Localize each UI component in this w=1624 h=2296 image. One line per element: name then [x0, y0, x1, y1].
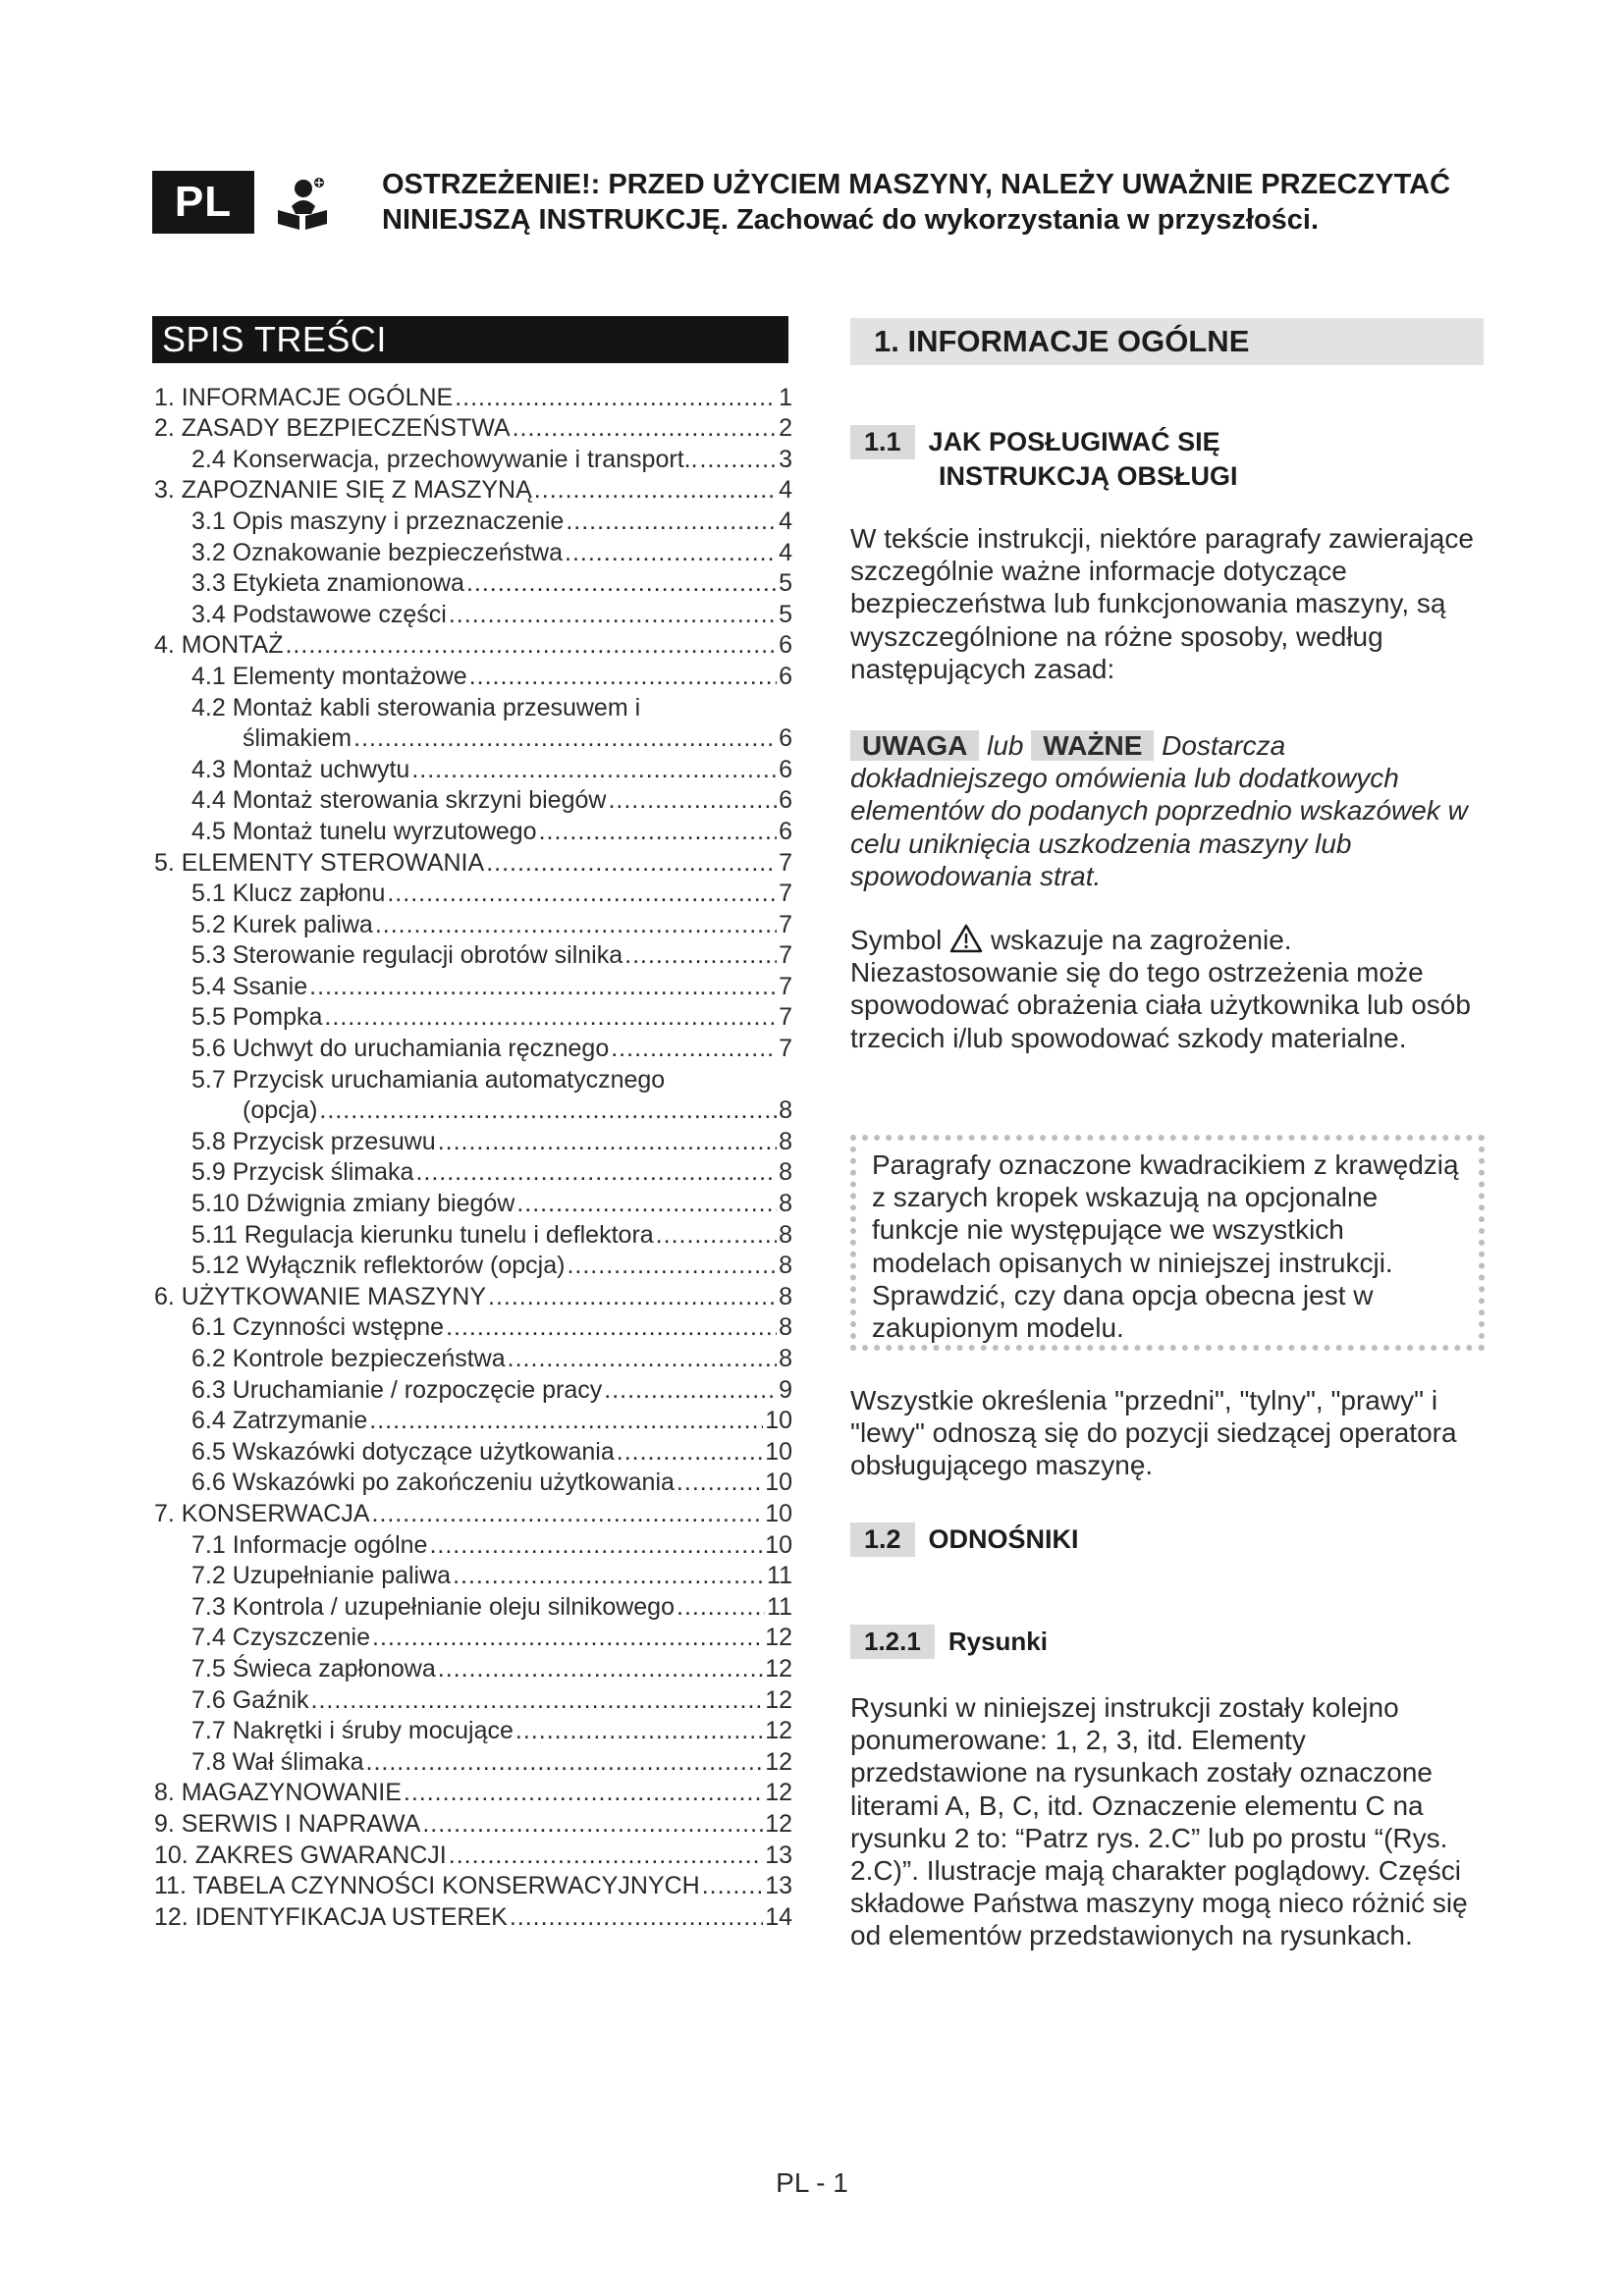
toc-item-label: 3.4 Podstawowe części — [191, 600, 447, 628]
toc-item-label: 7.5 Świeca zapłonowa — [191, 1654, 436, 1682]
toc-item-page: 8 — [779, 1158, 792, 1187]
notice-text: Dostarcza dokładniejszego omówienia lub dodatkowych elementów do podanych poprzednio wskazówek w celu uniknięcia uszkodzenia maszyny lub spowodowania strat. — [850, 730, 1468, 891]
toc-item-page: 6 — [779, 817, 792, 845]
toc-item — [154, 1839, 792, 1870]
toc-item-label: 5.2 Kurek paliwa — [191, 910, 373, 938]
subsection-title-line1: JAK POSŁUGIWAĆ SIĘ — [928, 427, 1220, 456]
toc-item-label: ślimakiem — [243, 724, 352, 753]
toc-item-page: 6 — [779, 631, 792, 660]
toc-item — [154, 1063, 792, 1095]
toc-item — [154, 505, 792, 536]
toc-item-label: 7.8 Wał ślimaka — [191, 1747, 364, 1776]
subsection-1-2-1-heading — [850, 1625, 1048, 1659]
toc-item — [154, 1807, 792, 1839]
toc-leader-dots — [319, 1096, 777, 1125]
toc-item — [154, 1870, 792, 1901]
toc-item-label: 2. ZASADY BEZPIECZEŃSTWA — [154, 414, 511, 443]
subsection-title-line2: INSTRUKCJĄ OBSŁUGI — [939, 461, 1238, 491]
figures-paragraph: Rysunki w niniejszej instrukcji zostały kolejno ponumerowane: 1, 2, 3, itd. Elementy przedstawione na rysunkach zostały oznaczone literami A, B, C, itd. Oznaczenie elementu C na rysunku 2 to: “Patrz rys. 2.C” lub po prostu “(Rys. 2.C)”. Ilustracje mają charakter poglądowy. Części składowe Państwa maszyny mogą nieco różnić się od elementów przedstawionych na rysunkach. — [850, 1692, 1468, 1951]
toc-leader-dots — [617, 1438, 763, 1467]
toc-item-label: 6.5 Wskazówki dotyczące użytkowania — [191, 1437, 615, 1466]
toc-item-label: 7.6 Gaźnik — [191, 1685, 309, 1714]
uwaga-tag: UWAGA — [850, 730, 979, 761]
toc-item — [154, 1745, 792, 1777]
toc-leader-dots — [534, 476, 777, 505]
toc-item-label: 5.12 Wyłącznik reflektorów (opcja) — [191, 1252, 566, 1280]
toc-item-label: 7.3 Kontrola / uzupełnianie oleju silnikowego — [191, 1592, 675, 1621]
toc-leader-dots — [453, 1562, 765, 1590]
toc-leader-dots — [510, 1903, 763, 1932]
toc-item-page: 7 — [779, 972, 792, 1000]
toc-item-label: 6.1 Czynności wstępne — [191, 1313, 445, 1342]
toc-item-label: 5.6 Uchwyt do uruchamiania ręcznego — [191, 1035, 610, 1063]
toc-item — [154, 1683, 792, 1715]
toc-leader-dots — [515, 1717, 763, 1745]
toc-leader-dots — [429, 1531, 763, 1560]
toc-leader-dots — [566, 507, 777, 536]
toc-item-page: 12 — [765, 1654, 792, 1682]
warning-triangle-icon — [949, 924, 983, 953]
toc-item-label: 5. ELEMENTY STEROWANIA — [154, 848, 485, 877]
toc-item-label: 12. IDENTYFIKACJA USTEREK — [154, 1902, 508, 1931]
hazard-paragraph — [850, 924, 1489, 1054]
toc-item-label: 7. KONSERWACJA — [154, 1499, 370, 1527]
toc-item-page: 7 — [779, 848, 792, 877]
toc-item-label: 7.4 Czyszczenie — [191, 1624, 371, 1652]
toc-item — [154, 1001, 792, 1033]
toc-item-label: 5.5 Pompka — [191, 1003, 323, 1032]
toc-item-label: 4. MONTAŻ — [154, 631, 284, 660]
toc-item-label: 4.5 Montaż tunelu wyrzutowego — [191, 817, 537, 845]
toc-item-label: 4.1 Elementy montażowe — [191, 662, 467, 690]
toc-leader-dots — [608, 786, 777, 815]
table-of-contents — [154, 381, 792, 1932]
toc-leader-dots — [565, 539, 777, 567]
toc-item — [154, 1125, 792, 1156]
toc-item-label: 4.2 Montaż kabli sterowania przesuwem i — [191, 693, 641, 721]
toc-item-label: 7.1 Informacje ogólne — [191, 1530, 428, 1559]
toc-item-label: 3. ZAPOZNANIE SIĘ Z MASZYNĄ — [154, 476, 532, 505]
toc-item-page: 7 — [779, 1035, 792, 1063]
toc-item — [154, 629, 792, 661]
toc-item-page: 13 — [765, 1841, 792, 1869]
warning-banner — [382, 167, 1491, 238]
toc-item — [154, 1280, 792, 1311]
toc-leader-dots — [404, 1779, 763, 1807]
toc-item — [154, 381, 792, 412]
intro-paragraph: W tekście instrukcji, niektóre paragrafy zawierające szczególnie ważne informacje dotyczące bezpieczeństwa lub funkcjonowania maszyny, są wyszczególnione na różne sposoby, według następujących zasad: — [850, 523, 1474, 684]
subsection-title: Rysunki — [947, 1627, 1048, 1656]
toc-item — [154, 474, 792, 506]
symbol-word: Symbol — [850, 925, 943, 955]
toc-item-page: 12 — [765, 1809, 792, 1838]
toc-item — [154, 1467, 792, 1498]
toc-item — [154, 1156, 792, 1188]
toc-item-page: 12 — [765, 1685, 792, 1714]
toc-item — [154, 691, 792, 722]
toc-leader-dots — [508, 1345, 777, 1373]
toc-item — [154, 1622, 792, 1653]
toc-item — [154, 598, 792, 629]
toc-item-page: 9 — [779, 1375, 792, 1404]
toc-item-page: 4 — [779, 476, 792, 505]
toc-item-page: 8 — [779, 1252, 792, 1280]
toc-item-page: 8 — [779, 1313, 792, 1342]
toc-item-label: 5.4 Ssanie — [191, 972, 308, 1000]
toc-leader-dots — [438, 1655, 763, 1683]
toc-leader-dots — [369, 1407, 763, 1435]
toc-leader-dots — [422, 1810, 763, 1839]
toc-item-label: 5.10 Dźwignia zmiany biegów — [191, 1190, 515, 1218]
toc-leader-dots — [486, 849, 777, 878]
toc-item-page: 12 — [765, 1747, 792, 1776]
toc-item-label: 7.2 Uzupełnianie paliwa — [191, 1562, 452, 1590]
toc-leader-dots — [415, 1158, 777, 1187]
optional-feature-box: Paragrafy oznaczone kwadracikiem z krawędzią z szarych kropek wskazują na opcjonalne funkcje nie występujące we wszystkich modelach opisanych w niniejszej instrukcji. Sprawdzić, czy dana opcja obecna jest w zakupionym modelu. — [850, 1135, 1485, 1351]
toc-leader-dots — [513, 414, 778, 443]
toc-item-label: 4.3 Montaż uchwytu — [191, 755, 410, 783]
toc-leader-dots — [411, 756, 777, 784]
toc-item — [154, 1435, 792, 1467]
toc-item — [154, 1342, 792, 1373]
read-manual-icon — [270, 171, 335, 236]
toc-leader-dots — [539, 818, 778, 846]
toc-item — [154, 1777, 792, 1808]
subsection-1-2-heading — [850, 1522, 1079, 1557]
toc-item — [154, 1373, 792, 1405]
toc-leader-dots — [387, 880, 777, 908]
toc-item-label: 8. MAGAZYNOWANIE — [154, 1779, 402, 1807]
page-number: PL - 1 — [776, 2167, 848, 2198]
warning-line-2: NINIEJSZĄ INSTRUKCJĘ. Zachować do wykorzystania w przyszłości. — [382, 204, 1320, 236]
toc-item-page: 8 — [779, 1220, 792, 1249]
toc-item-page: 12 — [765, 1717, 792, 1745]
toc-item-label: 3.3 Etykieta znamionowa — [191, 569, 464, 598]
toc-item — [154, 412, 792, 444]
toc-item — [154, 660, 792, 691]
toc-item-page: 6 — [779, 662, 792, 690]
toc-item-page: 10 — [765, 1499, 792, 1527]
toc-item-page: 8 — [779, 1282, 792, 1310]
toc-item-page: 10 — [765, 1437, 792, 1466]
toc-leader-dots — [309, 973, 777, 1001]
toc-item — [154, 567, 792, 599]
toc-item — [154, 1652, 792, 1683]
toc-item — [154, 722, 792, 754]
toc-item-page: 10 — [765, 1530, 792, 1559]
toc-item — [154, 815, 792, 846]
toc-item-label: 4.4 Montaż sterowania skrzyni biegów — [191, 786, 607, 815]
toc-item-label: 5.8 Przycisk przesuwu — [191, 1127, 436, 1155]
toc-item-page: 10 — [765, 1407, 792, 1435]
toc-item-label: 9. SERWIS I NAPRAWA — [154, 1809, 421, 1838]
toc-item — [154, 1032, 792, 1063]
toc-item-label: 6.3 Uruchamianie / rozpoczęcie pracy — [191, 1375, 603, 1404]
toc-leader-dots — [488, 1283, 777, 1311]
toc-item — [154, 1590, 792, 1622]
toc-item-page: 6 — [779, 724, 792, 753]
toc-item-page: 8 — [779, 1096, 792, 1125]
toc-leader-dots — [604, 1376, 777, 1405]
toc-item — [154, 1311, 792, 1343]
toc-item — [154, 1497, 792, 1528]
toc-item — [154, 1250, 792, 1281]
page-header — [152, 167, 1488, 243]
toc-item — [154, 1187, 792, 1218]
toc-item-page: 11 — [767, 1592, 792, 1621]
toc-item — [154, 784, 792, 816]
toc-title: SPIS TREŚCI — [152, 316, 788, 363]
toc-item-page: 7 — [779, 1003, 792, 1032]
toc-leader-dots — [700, 446, 778, 474]
toc-item-page: 4 — [779, 507, 792, 535]
toc-item-label: 3.2 Oznakowanie bezpieczeństwa — [191, 538, 564, 566]
toc-leader-dots — [516, 1190, 777, 1218]
toc-leader-dots — [375, 911, 777, 939]
toc-item — [154, 846, 792, 878]
toc-item-label: (opcja) — [243, 1096, 318, 1125]
toc-item-page: 12 — [765, 1624, 792, 1652]
toc-item — [154, 1218, 792, 1250]
wazne-tag: WAŻNE — [1031, 730, 1154, 761]
toc-item-page: 8 — [779, 1127, 792, 1155]
toc-item-page: 11 — [767, 1562, 792, 1590]
toc-item-label: 1. INFORMACJE OGÓLNE — [154, 383, 454, 411]
toc-leader-dots — [624, 941, 777, 970]
toc-item-label: 2.4 Konserwacja, przechowywanie i transport.. — [191, 445, 698, 473]
toc-item — [154, 1405, 792, 1436]
subsection-title: ODNOŚNIKI — [928, 1524, 1079, 1554]
toc-item — [154, 1715, 792, 1746]
orientation-paragraph: Wszystkie określenia "przedni", "tylny", "prawy" i "lewy" odnoszą się do pozycji siedzącej operatora obsługującego maszynę. — [850, 1385, 1457, 1481]
toc-leader-dots — [677, 1593, 765, 1622]
toc-leader-dots — [372, 1500, 764, 1528]
toc-leader-dots — [324, 1003, 777, 1032]
toc-item — [154, 908, 792, 939]
toc-leader-dots — [449, 1842, 763, 1870]
toc-item-label: 5.9 Przycisk ślimaka — [191, 1158, 414, 1187]
toc-item — [154, 970, 792, 1001]
toc-item-page: 2 — [779, 414, 792, 443]
toc-item-page: 8 — [779, 1190, 792, 1218]
toc-item-label: 6.2 Kontrole bezpieczeństwa — [191, 1345, 506, 1372]
hazard-text: wskazuje na zagrożenie. Niezastosowanie się do tego ostrzeżenia może spowodować obrażenia ciała użytkownika lub osób trzecich i/lub spowodować szkody materialne. — [850, 925, 1471, 1053]
toc-item-page: 6 — [779, 786, 792, 815]
subsection-1-1-heading — [850, 425, 1238, 492]
toc-leader-dots — [366, 1748, 764, 1777]
toc-item-page: 14 — [765, 1902, 792, 1931]
toc-leader-dots — [611, 1035, 777, 1063]
toc-item-label: 5.11 Regulacja kierunku tunelu i deflektora — [191, 1220, 654, 1249]
warning-line-1: OSTRZEŻENIE!: PRZED UŻYCIEM MASZYNY, NALEŻY UWAŻNIE PRZECZYTAĆ — [382, 169, 1451, 200]
toc-leader-dots — [311, 1686, 764, 1715]
toc-item-label: 6.4 Zatrzymanie — [191, 1407, 368, 1435]
toc-item-page: 7 — [779, 910, 792, 938]
toc-leader-dots — [656, 1221, 777, 1250]
toc-leader-dots — [677, 1468, 763, 1497]
toc-leader-dots — [449, 601, 777, 629]
toc-item — [154, 878, 792, 909]
toc-leader-dots — [285, 631, 777, 660]
toc-item — [154, 536, 792, 567]
toc-leader-dots — [455, 384, 777, 412]
toc-item-page: 6 — [779, 755, 792, 783]
toc-item-page: 7 — [779, 941, 792, 970]
toc-leader-dots — [446, 1313, 777, 1342]
toc-leader-dots — [438, 1128, 777, 1156]
toc-item — [154, 1900, 792, 1932]
toc-leader-dots — [372, 1624, 763, 1652]
toc-item — [154, 443, 792, 474]
toc-item-page: 5 — [779, 569, 792, 598]
toc-item-page: 13 — [765, 1872, 792, 1900]
subsection-number: 1.2 — [850, 1522, 915, 1557]
toc-leader-dots — [353, 724, 777, 753]
toc-leader-dots — [469, 663, 777, 691]
toc-item-label: 3.1 Opis maszyny i przeznaczenie — [191, 507, 565, 535]
language-badge: PL — [152, 171, 254, 234]
toc-item-label: 10. ZAKRES GWARANCJI — [154, 1841, 447, 1869]
subsection-number: 1.1 — [850, 425, 915, 459]
toc-item-label: 6.6 Wskazówki po zakończeniu użytkowania — [191, 1468, 675, 1497]
toc-item-label: 5.1 Klucz zapłonu — [191, 880, 386, 908]
word-lub: lub — [987, 730, 1024, 761]
toc-item-page: 1 — [779, 383, 792, 411]
subsection-number: 1.2.1 — [850, 1625, 935, 1659]
toc-item-page: 4 — [779, 538, 792, 566]
toc-item — [154, 939, 792, 971]
toc-item-page: 5 — [779, 600, 792, 628]
toc-item-page: 8 — [779, 1345, 792, 1372]
toc-item-label: 5.7 Przycisk uruchamiania automatycznego — [191, 1065, 666, 1094]
toc-item — [154, 753, 792, 784]
toc-leader-dots — [567, 1252, 777, 1280]
toc-item — [154, 1528, 792, 1560]
toc-item-label: 11. TABELA CZYNNOŚCI KONSERWACYJNYCH — [154, 1872, 700, 1900]
toc-item-page: 12 — [765, 1779, 792, 1807]
notice-paragraph — [850, 729, 1489, 892]
toc-item-page: 7 — [779, 880, 792, 908]
toc-leader-dots — [702, 1872, 763, 1900]
toc-leader-dots — [466, 569, 777, 598]
section-title: 1. INFORMACJE OGÓLNE — [850, 318, 1484, 365]
toc-item-page: 3 — [779, 445, 792, 473]
toc-item-page: 10 — [765, 1468, 792, 1497]
toc-item — [154, 1560, 792, 1591]
toc-item-label: 6. UŻYTKOWANIE MASZYNY — [154, 1282, 487, 1310]
toc-item-label: 5.3 Sterowanie regulacji obrotów silnika — [191, 941, 623, 970]
toc-item — [154, 1095, 792, 1126]
toc-item-label: 7.7 Nakrętki i śruby mocujące — [191, 1717, 514, 1745]
